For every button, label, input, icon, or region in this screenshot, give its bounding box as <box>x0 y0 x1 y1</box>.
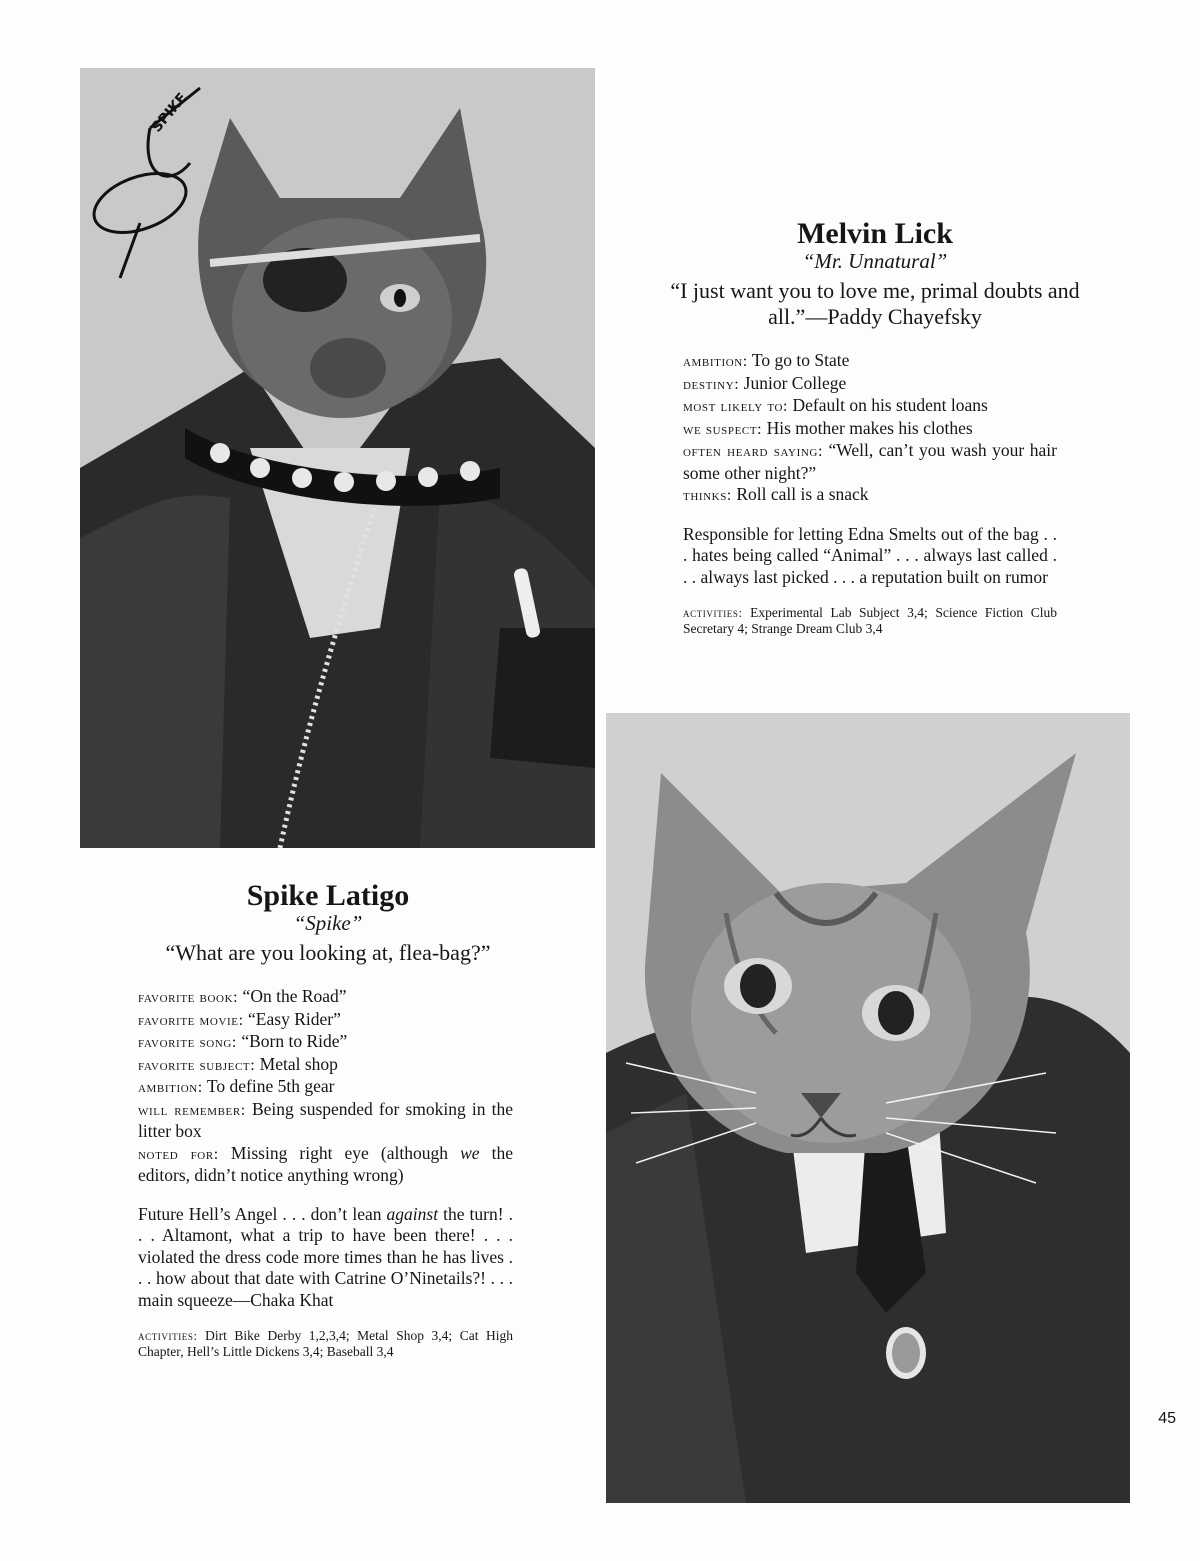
fact-label: often heard saying: <box>683 443 823 460</box>
fact-label: ambition: <box>683 353 748 370</box>
spike-fact-movie <box>138 1009 513 1032</box>
paragraph-part: the turn! . . . Altamont, what a trip to have been there! . . . violated the dress code more times than he has lives . . . how about that date with Catrine O’Ninetails?! . . . main squeeze—Chaka Khat <box>138 1203 513 1310</box>
spike-activities <box>138 1328 513 1360</box>
melvin-photo-illustration <box>606 713 1130 1503</box>
fact-value: Roll call is a snack <box>731 484 869 504</box>
fact-label: favorite subject: <box>138 1056 256 1074</box>
fact-value: “Born to Ride” <box>236 1031 348 1051</box>
melvin-details <box>683 350 1057 637</box>
melvin-fact-thinks <box>683 484 1057 507</box>
melvin-fact-often-heard <box>683 440 1057 484</box>
spike-fact-will-remember <box>138 1099 513 1143</box>
fact-value: To go to State <box>747 350 850 370</box>
melvin-heading <box>640 218 1110 330</box>
activities-text: Dirt Bike Derby 1,2,3,4; Metal Shop 3,4; Cat High Chapter, Hell’s Little Dickens 3,4; Baseball 3,4 <box>138 1328 513 1359</box>
fact-value: “Easy Rider” <box>243 1008 341 1029</box>
melvin-fact-we-suspect <box>683 418 1057 441</box>
spike-fact-subject <box>138 1054 513 1077</box>
fact-value: Metal shop <box>255 1053 338 1074</box>
spike-fact-book <box>138 986 513 1009</box>
fact-label: ambition: <box>138 1079 203 1096</box>
melvin-paragraph: Responsible for letting Edna Smelts out of the bag . . . hates being called “Animal” . . . always last called . . . always last picked . . . a reputation built on rumor <box>683 523 1057 587</box>
spike-fact-ambition <box>138 1076 513 1099</box>
fact-value: “Well, can’t you wash your hair some other night?” <box>683 440 1057 483</box>
melvin-fact-ambition <box>683 350 1057 373</box>
spike-name: Spike Latigo <box>246 879 410 912</box>
fact-label: noted for: <box>138 1145 219 1163</box>
fact-label: favorite book: <box>138 989 239 1006</box>
fact-emphasis: we <box>460 1142 480 1163</box>
melvin-nickname: “Mr. Unnatural” <box>802 249 948 273</box>
spike-paragraph <box>138 1204 513 1312</box>
melvin-facts <box>683 350 1057 507</box>
page-number: 45 <box>1158 1410 1176 1427</box>
fact-label: favorite movie: <box>138 1011 244 1029</box>
spike-quote: “What are you looking at, flea-bag?” <box>165 940 491 965</box>
fact-label: destiny: <box>683 375 740 393</box>
paragraph-emphasis: against <box>386 1203 439 1224</box>
fact-value: “On the Road” <box>238 986 347 1006</box>
melvin-activities <box>683 605 1057 637</box>
activities-label: activities: <box>138 1329 198 1343</box>
fact-label: most likely to: <box>683 398 789 415</box>
spike-photo <box>80 68 595 848</box>
melvin-fact-most-likely <box>683 395 1057 418</box>
fact-label: thinks: <box>683 487 732 504</box>
melvin-photo <box>606 713 1130 1503</box>
fact-label: we suspect: <box>683 420 763 438</box>
fact-value: Being suspended for smoking in the litter box <box>138 1098 514 1141</box>
fact-label: will remember: <box>138 1101 246 1119</box>
melvin-quote: “I just want you to love me, primal doubts and all.”—Paddy Chayefsky <box>670 278 1080 329</box>
fact-value: Junior College <box>739 372 847 393</box>
spike-details <box>138 986 513 1360</box>
activities-label: activities: <box>683 606 743 620</box>
spike-fact-song <box>138 1031 513 1054</box>
fact-value: Default on his student loans <box>788 395 988 415</box>
fact-value: Missing right eye (although <box>218 1142 461 1163</box>
spike-facts <box>138 986 513 1187</box>
melvin-fact-destiny <box>683 373 1057 396</box>
activities-text: Experimental Lab Subject 3,4; Science Fiction Club Secretary 4; Strange Dream Club 3,4 <box>683 605 1057 636</box>
fact-value: His mother makes his clothes <box>762 417 973 438</box>
fact-label: favorite song: <box>138 1034 237 1051</box>
spike-photo-illustration <box>80 68 595 848</box>
melvin-name: Melvin Lick <box>797 217 953 250</box>
fact-value: To define 5th gear <box>202 1076 335 1096</box>
fact-value-continued: the editors, didn’t notice anything wrong) <box>138 1142 513 1185</box>
svg-text:SPIKE: SPIKE <box>148 90 191 136</box>
spike-fact-noted-for <box>138 1143 513 1187</box>
spike-nickname: “Spike” <box>293 911 363 935</box>
spike-heading <box>138 880 518 966</box>
paragraph-part: Future Hell’s Angel . . . don’t lean <box>138 1203 387 1224</box>
